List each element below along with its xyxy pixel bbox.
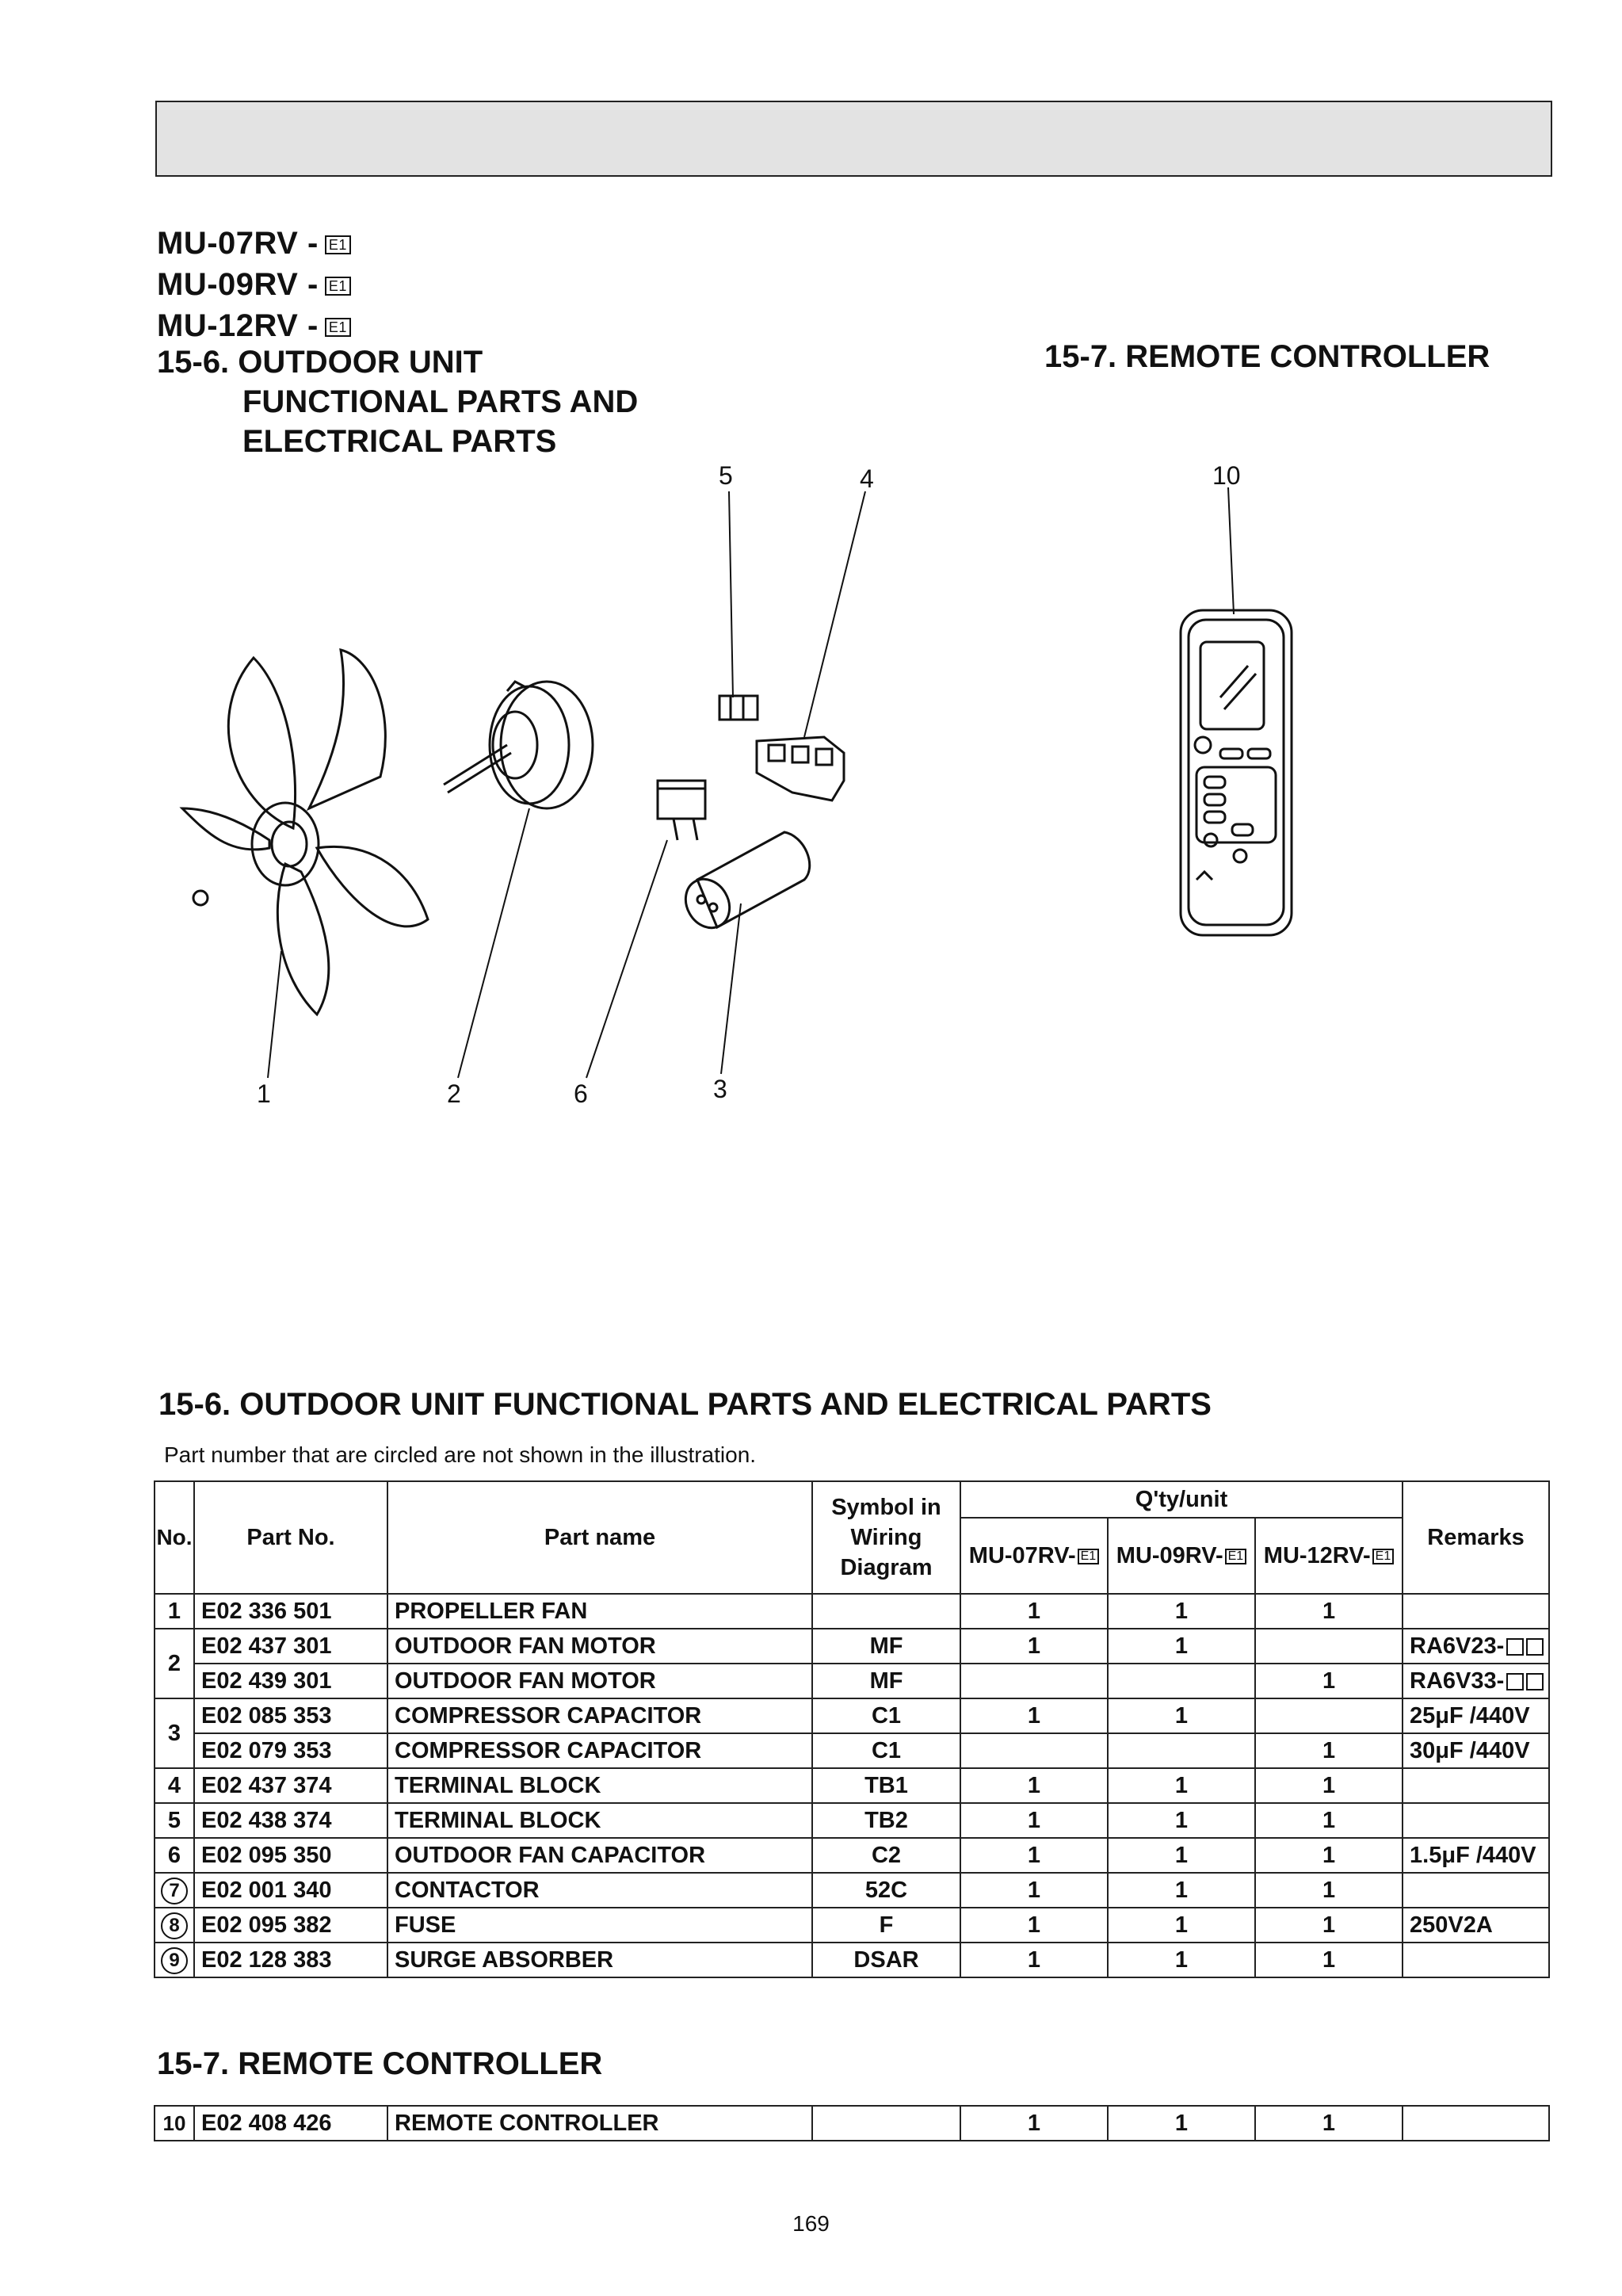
row-qty-12: 1 xyxy=(1255,2106,1403,2141)
table-caption: Part number that are circled are not shown in the illustration. xyxy=(164,1442,757,1467)
table-row xyxy=(155,1943,1549,1977)
callout-5: 5 xyxy=(719,461,733,490)
row-part-name: PROPELLER FAN xyxy=(387,1594,812,1629)
row-part-name: OUTDOOR FAN MOTOR xyxy=(387,1629,812,1664)
row-remarks xyxy=(1403,1943,1549,1977)
row-qty-09: 1 xyxy=(1108,2106,1255,2141)
row-symbol xyxy=(812,2106,960,2141)
row-no: 1 xyxy=(155,1594,194,1629)
row-symbol: C1 xyxy=(812,1698,960,1733)
row-part-no: E02 085 353 xyxy=(194,1698,387,1733)
row-qty-09: 1 xyxy=(1108,1873,1255,1908)
row-remarks xyxy=(1403,1594,1549,1629)
row-remarks: 30μF /440V xyxy=(1403,1733,1549,1768)
row-remarks xyxy=(1403,1768,1549,1803)
remote-table-title: 15-7. REMOTE CONTROLLER xyxy=(157,2046,603,2081)
row-symbol: MF xyxy=(812,1664,960,1698)
row-symbol: F xyxy=(812,1908,960,1943)
row-remarks: 250V2A xyxy=(1403,1908,1549,1943)
header-remarks: Remarks xyxy=(1403,1481,1549,1594)
row-part-name: COMPRESSOR CAPACITOR xyxy=(387,1733,812,1768)
row-qty-12 xyxy=(1255,1698,1403,1733)
row-part-no: E02 001 340 xyxy=(194,1873,387,1908)
row-part-no: E02 437 374 xyxy=(194,1768,387,1803)
row-qty-07: 1 xyxy=(960,1838,1108,1873)
row-symbol: TB2 xyxy=(812,1803,960,1838)
propeller-fan-drawing xyxy=(182,650,428,1014)
row-qty-07: 1 xyxy=(960,1873,1108,1908)
row-symbol: MF xyxy=(812,1629,960,1664)
page-number: 169 xyxy=(792,2211,830,2236)
header-qty: Q'ty/unit xyxy=(960,1481,1403,1518)
model-line-1: MU-07RV - E1 xyxy=(157,226,351,262)
row-qty-07: 1 xyxy=(960,1698,1108,1733)
parts-table xyxy=(154,1480,1550,1978)
row-qty-09 xyxy=(1108,1664,1255,1698)
table-row xyxy=(155,1908,1549,1943)
row-qty-07: 1 xyxy=(960,1629,1108,1664)
section-outdoor-title-2: FUNCTIONAL PARTS AND xyxy=(242,384,639,419)
row-part-name: FUSE xyxy=(387,1908,812,1943)
row-qty-09: 1 xyxy=(1108,1803,1255,1838)
row-symbol: DSAR xyxy=(812,1943,960,1977)
section-outdoor-title-1: 15-6. OUTDOOR UNIT xyxy=(157,345,483,380)
table-row xyxy=(155,1594,1549,1629)
compressor-capacitor-drawing xyxy=(677,832,809,936)
fan-capacitor-drawing xyxy=(658,781,705,840)
row-qty-09: 1 xyxy=(1108,1838,1255,1873)
row-part-no: E02 079 353 xyxy=(194,1733,387,1768)
row-part-name: OUTDOOR FAN CAPACITOR xyxy=(387,1838,812,1873)
row-remarks xyxy=(1403,1873,1549,1908)
row-no: 6 xyxy=(155,1838,194,1873)
table-row xyxy=(155,1838,1549,1873)
row-part-name: OUTDOOR FAN MOTOR xyxy=(387,1664,812,1698)
row-qty-12: 1 xyxy=(1255,1908,1403,1943)
row-part-name: TERMINAL BLOCK xyxy=(387,1803,812,1838)
row-qty-07 xyxy=(960,1733,1108,1768)
row-qty-07 xyxy=(960,1664,1108,1698)
header-model-12: MU-12RV- E1 xyxy=(1255,1518,1403,1594)
row-remarks xyxy=(1403,2106,1549,2141)
header-part-name: Part name xyxy=(387,1481,812,1594)
row-qty-09: 1 xyxy=(1108,1698,1255,1733)
row-qty-12: 1 xyxy=(1255,1838,1403,1873)
row-part-name: SURGE ABSORBER xyxy=(387,1943,812,1977)
row-qty-12: 1 xyxy=(1255,1943,1403,1977)
model-line-3: MU-12RV - E1 xyxy=(157,308,351,344)
row-part-no: E02 095 350 xyxy=(194,1838,387,1873)
row-remarks: 1.5μF /440V xyxy=(1403,1838,1549,1873)
terminal-block-5-drawing xyxy=(719,696,758,720)
row-part-no: E02 128 383 xyxy=(194,1943,387,1977)
section-remote-title: 15-7. REMOTE CONTROLLER xyxy=(1044,339,1490,374)
row-part-no: E02 336 501 xyxy=(194,1594,387,1629)
leader-lines xyxy=(268,487,1234,1078)
row-no-circled: 7 xyxy=(155,1873,194,1908)
header-bar xyxy=(155,101,1552,177)
row-qty-09: 1 xyxy=(1108,1594,1255,1629)
row-qty-12: 1 xyxy=(1255,1733,1403,1768)
table-row xyxy=(155,1629,1549,1664)
header-model-09: MU-09RV- E1 xyxy=(1108,1518,1255,1594)
row-qty-12: 1 xyxy=(1255,1768,1403,1803)
section-outdoor-title-3: ELECTRICAL PARTS xyxy=(242,424,557,459)
callout-10: 10 xyxy=(1212,461,1241,490)
row-qty-07: 1 xyxy=(960,1768,1108,1803)
table-row xyxy=(155,1873,1549,1908)
row-remarks: RA6V33- xyxy=(1403,1664,1549,1698)
callout-4: 4 xyxy=(860,464,874,493)
table-row xyxy=(155,1803,1549,1838)
row-qty-09: 1 xyxy=(1108,1629,1255,1664)
row-qty-12: 1 xyxy=(1255,1664,1403,1698)
callout-2: 2 xyxy=(447,1079,461,1108)
fan-motor-drawing xyxy=(444,682,593,808)
table-row xyxy=(155,1664,1549,1698)
row-no: 3 xyxy=(155,1698,194,1768)
row-symbol xyxy=(812,1594,960,1629)
header-no: No. xyxy=(155,1481,194,1594)
row-qty-12: 1 xyxy=(1255,1803,1403,1838)
row-symbol: TB1 xyxy=(812,1768,960,1803)
row-part-name: CONTACTOR xyxy=(387,1873,812,1908)
parts-table-title: 15-6. OUTDOOR UNIT FUNCTIONAL PARTS AND ELECTRICAL PARTS xyxy=(158,1387,1212,1422)
row-qty-09: 1 xyxy=(1108,1943,1255,1977)
row-qty-09: 1 xyxy=(1108,1908,1255,1943)
row-qty-12 xyxy=(1255,1629,1403,1664)
table-row xyxy=(155,1698,1549,1733)
callout-6: 6 xyxy=(574,1079,588,1108)
row-qty-09: 1 xyxy=(1108,1768,1255,1803)
table-row xyxy=(155,1733,1549,1768)
remote-controller-drawing xyxy=(1181,610,1292,935)
callout-3: 3 xyxy=(713,1075,727,1103)
row-symbol: C2 xyxy=(812,1838,960,1873)
header-symbol: Symbol in Wiring Diagram xyxy=(812,1481,960,1594)
row-symbol: 52C xyxy=(812,1873,960,1908)
row-qty-07: 1 xyxy=(960,1594,1108,1629)
header-part-no: Part No. xyxy=(194,1481,387,1594)
row-no: 4 xyxy=(155,1768,194,1803)
row-no-circled: 9 xyxy=(155,1943,194,1977)
row-qty-07: 1 xyxy=(960,2106,1108,2141)
row-part-no: E02 408 426 xyxy=(194,2106,387,2141)
row-no: 10 xyxy=(155,2106,194,2141)
parts-illustration xyxy=(0,444,1622,1125)
table-row xyxy=(155,2106,1549,2141)
row-part-no: E02 438 374 xyxy=(194,1803,387,1838)
row-qty-09 xyxy=(1108,1733,1255,1768)
row-qty-07: 1 xyxy=(960,1803,1108,1838)
model-line-2: MU-09RV - E1 xyxy=(157,267,351,303)
table-row xyxy=(155,1768,1549,1803)
row-part-name: TERMINAL BLOCK xyxy=(387,1768,812,1803)
row-symbol: C1 xyxy=(812,1733,960,1768)
row-no-circled: 8 xyxy=(155,1908,194,1943)
row-no: 5 xyxy=(155,1803,194,1838)
callout-1: 1 xyxy=(257,1079,271,1108)
row-remarks: RA6V23- xyxy=(1403,1629,1549,1664)
row-qty-07: 1 xyxy=(960,1943,1108,1977)
remote-table xyxy=(154,2105,1550,2141)
row-part-no: E02 439 301 xyxy=(194,1664,387,1698)
row-part-no: E02 437 301 xyxy=(194,1629,387,1664)
row-part-no: E02 095 382 xyxy=(194,1908,387,1943)
header-model-07: MU-07RV- E1 xyxy=(960,1518,1108,1594)
terminal-block-4-drawing xyxy=(757,737,844,800)
row-part-name: COMPRESSOR CAPACITOR xyxy=(387,1698,812,1733)
row-no: 2 xyxy=(155,1629,194,1698)
row-qty-12: 1 xyxy=(1255,1594,1403,1629)
row-qty-07: 1 xyxy=(960,1908,1108,1943)
row-part-name: REMOTE CONTROLLER xyxy=(387,2106,812,2141)
row-remarks: 25μF /440V xyxy=(1403,1698,1549,1733)
row-qty-12: 1 xyxy=(1255,1873,1403,1908)
row-remarks xyxy=(1403,1803,1549,1838)
